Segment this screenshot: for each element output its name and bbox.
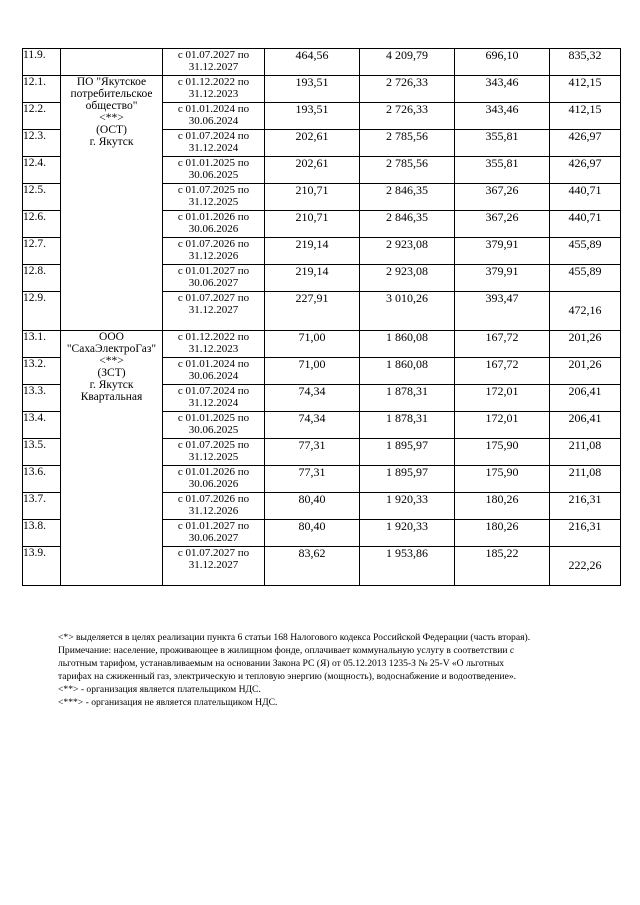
value-1: 227,91: [265, 292, 360, 331]
period-to: 30.06.2026: [188, 223, 239, 235]
value-1: 80,40: [265, 520, 360, 547]
period-cell: [163, 157, 265, 184]
value-3: 180,26: [455, 520, 550, 547]
footnote-not-vat-payer: <***> - организация не является плательщиком НДС.: [58, 697, 278, 708]
period-to: 31.12.2023: [188, 343, 239, 355]
row-number: 11.9.: [23, 49, 61, 76]
period-from: с 01.01.2026 по: [177, 466, 250, 478]
period-cell: [163, 520, 265, 547]
value-4: 206,41: [550, 412, 621, 439]
period-from: с 01.01.2025 по: [177, 412, 250, 424]
value-3: 175,90: [455, 439, 550, 466]
value-4: 455,89: [550, 238, 621, 265]
value-4: 472,16: [550, 292, 621, 331]
period-cell: [163, 358, 265, 385]
row-number: 12.2.: [23, 103, 61, 130]
value-3: 172,01: [455, 385, 550, 412]
organization-line: ПО "Якутское: [76, 76, 147, 88]
period-to: 31.12.2025: [188, 451, 239, 463]
period-from: с 01.01.2024 по: [177, 358, 250, 370]
value-3: 696,10: [455, 49, 550, 76]
footnote-remark-1: Примечание: население, проживающее в жилищном фонде, оплачивает коммунальную услугу в соответствии с: [58, 645, 515, 656]
value-1: 202,61: [265, 157, 360, 184]
value-2: 2 726,33: [360, 76, 455, 103]
organization-line: Квартальная: [80, 391, 143, 403]
value-3: 180,26: [455, 493, 550, 520]
period-cell: [163, 547, 265, 586]
period-cell: [163, 466, 265, 493]
value-2: 1 860,08: [360, 358, 455, 385]
row-number: 13.8.: [23, 520, 61, 547]
row-number: 13.1.: [23, 331, 61, 358]
row-number: 12.1.: [23, 76, 61, 103]
row-number: 13.6.: [23, 466, 61, 493]
row-number: 12.9.: [23, 292, 61, 331]
period-from: с 01.01.2027 по: [177, 265, 250, 277]
value-4: 412,15: [550, 103, 621, 130]
value-4: 440,71: [550, 184, 621, 211]
value-2: 2 923,08: [360, 238, 455, 265]
value-3: 167,72: [455, 331, 550, 358]
period-cell: [163, 130, 265, 157]
value-3: 393,47: [455, 292, 550, 331]
value-2: 1 920,33: [360, 493, 455, 520]
value-1: 83,62: [265, 547, 360, 586]
period-from: с 01.01.2024 по: [177, 103, 250, 115]
value-1: 80,40: [265, 493, 360, 520]
period-from: с 01.07.2025 по: [177, 184, 250, 196]
value-2: 2 846,35: [360, 184, 455, 211]
value-1: 193,51: [265, 103, 360, 130]
value-3: 379,91: [455, 238, 550, 265]
row-number: 13.3.: [23, 385, 61, 412]
value-4: 835,32: [550, 49, 621, 76]
row-number: 13.4.: [23, 412, 61, 439]
period-to: 30.06.2027: [188, 277, 239, 289]
period-from: с 01.07.2026 по: [177, 493, 250, 505]
organization-line: <**>: [99, 112, 124, 124]
period-cell: [163, 265, 265, 292]
value-3: 185,22: [455, 547, 550, 586]
value-1: 71,00: [265, 358, 360, 385]
value-2: 2 785,56: [360, 157, 455, 184]
period-to: 30.06.2027: [188, 532, 239, 544]
period-from: с 01.12.2022 по: [177, 76, 250, 88]
period-to: 31.12.2024: [188, 397, 239, 409]
row-number: 13.9.: [23, 547, 61, 586]
value-1: 210,71: [265, 211, 360, 238]
organization-line: ООО: [99, 331, 124, 343]
period-cell: [163, 385, 265, 412]
period-cell: [163, 76, 265, 103]
period-from: с 01.01.2025 по: [177, 157, 250, 169]
value-3: 172,01: [455, 412, 550, 439]
value-2: 2 923,08: [360, 265, 455, 292]
period-to: 30.06.2026: [188, 478, 239, 490]
period-from: с 01.07.2027 по: [177, 292, 250, 304]
period-cell: [163, 184, 265, 211]
footnote-vat-payer: <**> - организация является плательщиком НДС.: [58, 684, 261, 695]
value-4: 211,08: [550, 466, 621, 493]
value-4: 201,26: [550, 358, 621, 385]
table-row: [23, 49, 621, 76]
value-4: 222,26: [550, 547, 621, 586]
value-2: 1 920,33: [360, 520, 455, 547]
period-from: с 01.01.2027 по: [177, 520, 250, 532]
value-1: 219,14: [265, 265, 360, 292]
period-to: 31.12.2023: [188, 88, 239, 100]
value-1: 210,71: [265, 184, 360, 211]
period-to: 31.12.2024: [188, 142, 239, 154]
value-3: 367,26: [455, 211, 550, 238]
period-from: с 01.07.2026 по: [177, 238, 250, 250]
footnote-remark-3: тарифах на сжиженный газ, электрическую и тепловую энергию (мощность), водоснабжение и водоотведение».: [58, 671, 517, 682]
period-from: с 01.12.2022 по: [177, 331, 250, 343]
value-3: 175,90: [455, 466, 550, 493]
value-1: 71,00: [265, 331, 360, 358]
value-2: 3 010,26: [360, 292, 455, 331]
period-cell: [163, 331, 265, 358]
value-4: 206,41: [550, 385, 621, 412]
value-2: 4 209,79: [360, 49, 455, 76]
period-to: 31.12.2027: [188, 559, 239, 571]
organization-line: общество": [85, 100, 138, 112]
period-cell: [163, 211, 265, 238]
organization-cell-empty: [61, 49, 163, 76]
value-4: 426,97: [550, 130, 621, 157]
footnote-remark-2: льготным тарифом, устанавливаемым на основании Закона РС (Я) от 05.12.2013 1235-З № 25-V «О льготных: [58, 658, 505, 669]
organization-line: "СахаЭлектроГаз": [66, 343, 157, 355]
row-number: 12.5.: [23, 184, 61, 211]
period-cell: [163, 412, 265, 439]
value-3: 343,46: [455, 76, 550, 103]
period-to: 30.06.2025: [188, 169, 239, 181]
row-number: 13.7.: [23, 493, 61, 520]
value-4: 455,89: [550, 265, 621, 292]
value-1: 74,34: [265, 412, 360, 439]
period-to: 31.12.2026: [188, 250, 239, 262]
value-4: 216,31: [550, 520, 621, 547]
value-2: 2 726,33: [360, 103, 455, 130]
footnote-vat: <*> выделяется в целях реализации пункта 6 статьи 168 Налогового кодекса Российской Федерации (часть вторая).: [58, 632, 531, 643]
value-2: 1 895,97: [360, 466, 455, 493]
value-4: 426,97: [550, 157, 621, 184]
value-1: 74,34: [265, 385, 360, 412]
value-4: 440,71: [550, 211, 621, 238]
value-3: 343,46: [455, 103, 550, 130]
organization-line: (ЗСТ): [97, 367, 126, 379]
period-from: с 01.07.2027 по: [177, 49, 250, 61]
period-to: 31.12.2026: [188, 505, 239, 517]
period-to: 31.12.2027: [188, 304, 239, 316]
period-cell: [163, 238, 265, 265]
value-2: 2 846,35: [360, 211, 455, 238]
period-to: 31.12.2027: [188, 61, 239, 73]
value-1: 202,61: [265, 130, 360, 157]
value-3: 379,91: [455, 265, 550, 292]
value-2: 1 895,97: [360, 439, 455, 466]
value-4: 216,31: [550, 493, 621, 520]
value-1: 219,14: [265, 238, 360, 265]
period-to: 30.06.2025: [188, 424, 239, 436]
period-to: 30.06.2024: [188, 115, 239, 127]
period-from: с 01.07.2027 по: [177, 547, 250, 559]
period-from: с 01.01.2026 по: [177, 211, 250, 223]
value-1: 193,51: [265, 76, 360, 103]
period-from: с 01.07.2025 по: [177, 439, 250, 451]
period-to: 30.06.2024: [188, 370, 239, 382]
period-cell: [163, 103, 265, 130]
value-3: 367,26: [455, 184, 550, 211]
value-1: 464,56: [265, 49, 360, 76]
tariff-table-body: [23, 49, 621, 586]
table-row: [23, 76, 621, 103]
organization-line: <**>: [99, 355, 124, 367]
organization-line: (ОСТ): [96, 124, 127, 136]
row-number: 12.4.: [23, 157, 61, 184]
value-3: 167,72: [455, 358, 550, 385]
row-number: 12.8.: [23, 265, 61, 292]
row-number: 12.7.: [23, 238, 61, 265]
value-2: 1 878,31: [360, 412, 455, 439]
value-1: 77,31: [265, 439, 360, 466]
period-cell: [163, 49, 265, 76]
value-2: 1 953,86: [360, 547, 455, 586]
organization-line: потребительское: [70, 88, 153, 100]
period-from: с 01.07.2024 по: [177, 130, 250, 142]
value-2: 1 878,31: [360, 385, 455, 412]
row-number: 12.3.: [23, 130, 61, 157]
period-cell: [163, 493, 265, 520]
period-from: с 01.07.2024 по: [177, 385, 250, 397]
organization-line: г. Якутск: [89, 379, 134, 391]
tariff-table: [22, 48, 621, 586]
value-1: 77,31: [265, 466, 360, 493]
organization-cell: [61, 76, 163, 331]
organization-line: г. Якутск: [89, 136, 134, 148]
value-2: 1 860,08: [360, 331, 455, 358]
organization-cell: [61, 331, 163, 586]
value-4: 412,15: [550, 76, 621, 103]
value-3: 355,81: [455, 157, 550, 184]
value-3: 355,81: [455, 130, 550, 157]
value-2: 2 785,56: [360, 130, 455, 157]
period-cell: [163, 439, 265, 466]
row-number: 13.2.: [23, 358, 61, 385]
period-to: 31.12.2025: [188, 196, 239, 208]
value-4: 201,26: [550, 331, 621, 358]
row-number: 13.5.: [23, 439, 61, 466]
value-4: 211,08: [550, 439, 621, 466]
period-cell: [163, 292, 265, 331]
footnotes: [58, 631, 618, 709]
table-row: [23, 331, 621, 358]
row-number: 12.6.: [23, 211, 61, 238]
